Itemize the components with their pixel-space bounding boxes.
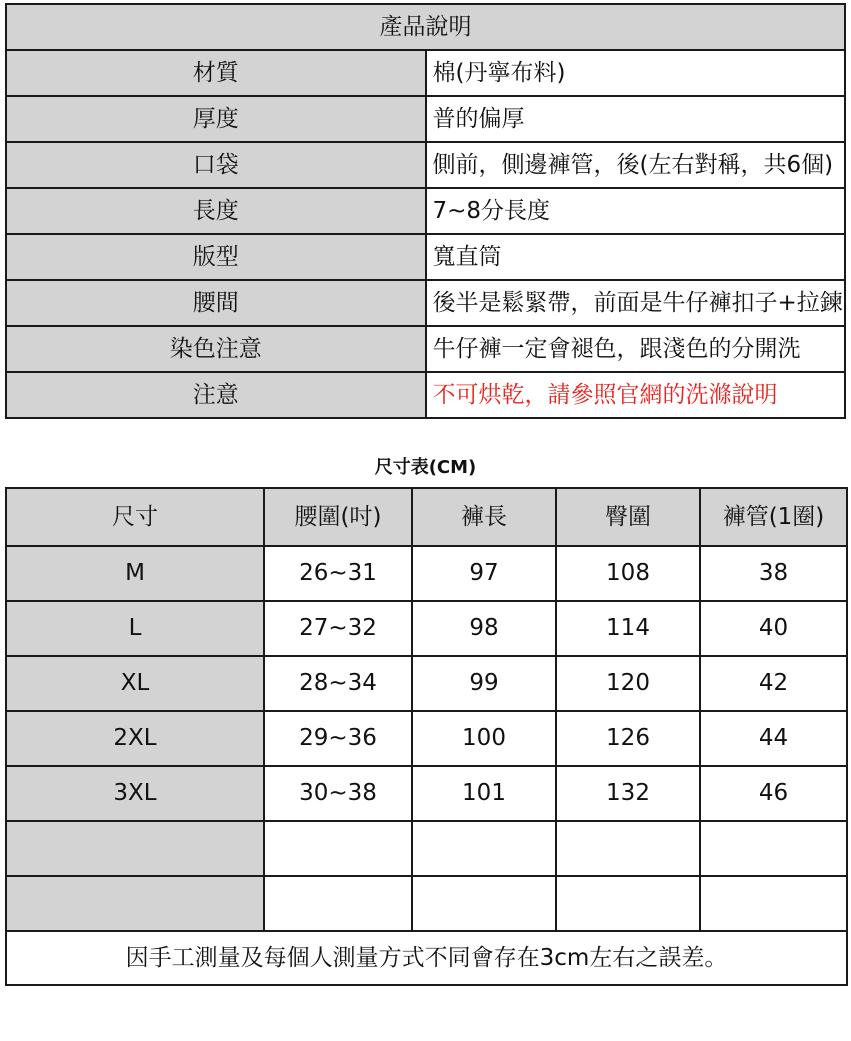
leg-opening-cell: 40 (700, 601, 847, 656)
empty-cell (700, 876, 847, 931)
waist-cell: 29~36 (264, 711, 412, 766)
table-row (6, 711, 847, 766)
length-cell: 97 (412, 546, 556, 601)
product-info-table (5, 3, 846, 419)
hip-cell: 120 (556, 656, 700, 711)
thickness-label: 厚度 (6, 96, 426, 142)
size-chart-caption: 尺寸表(CM) (374, 457, 477, 478)
waist-value: 後半是鬆緊帶，前面是牛仔褲扣子+拉鍊 (426, 280, 846, 326)
product-info-row-waist (6, 280, 845, 326)
size-cell: 2XL (6, 711, 264, 766)
header-hip: 臀圍 (556, 488, 700, 546)
product-info-title: 產品說明 (6, 4, 845, 50)
length-cell: 99 (412, 656, 556, 711)
pockets-value: 側前，側邊褲管，後(左右對稱，共6個) (426, 142, 846, 188)
empty-table-row (6, 876, 847, 931)
hip-cell: 114 (556, 601, 700, 656)
product-info-row-dye-notice (6, 326, 845, 372)
fit-label: 版型 (6, 234, 426, 280)
table-row (6, 766, 847, 821)
size-chart-header-row (6, 488, 847, 546)
product-info-row-thickness (6, 96, 845, 142)
leg-opening-cell: 42 (700, 656, 847, 711)
empty-cell (556, 876, 700, 931)
empty-cell (700, 821, 847, 876)
product-info-row-material (6, 50, 845, 96)
product-info-row-notice (6, 372, 845, 418)
empty-cell (264, 876, 412, 931)
leg-opening-cell: 38 (700, 546, 847, 601)
waist-cell: 30~38 (264, 766, 412, 821)
waist-cell: 27~32 (264, 601, 412, 656)
size-cell: L (6, 601, 264, 656)
size-cell: 3XL (6, 766, 264, 821)
material-label: 材質 (6, 50, 426, 96)
header-waist: 腰圍(吋) (264, 488, 412, 546)
hip-cell: 108 (556, 546, 700, 601)
table-row (6, 601, 847, 656)
leg-opening-cell: 44 (700, 711, 847, 766)
header-pants-length: 褲長 (412, 488, 556, 546)
empty-cell (6, 821, 264, 876)
length-cell: 98 (412, 601, 556, 656)
length-value: 7~8分長度 (426, 188, 846, 234)
table-row (6, 656, 847, 711)
product-info-row-fit (6, 234, 845, 280)
length-cell: 100 (412, 711, 556, 766)
waist-label: 腰間 (6, 280, 426, 326)
measurement-note: 因手工測量及每個人測量方式不同會存在3cm左右之誤差。 (6, 931, 847, 985)
material-value: 棉(丹寧布料) (426, 50, 846, 96)
leg-opening-cell: 46 (700, 766, 847, 821)
size-chart-table (5, 487, 848, 986)
empty-cell (6, 876, 264, 931)
product-info-row-length (6, 188, 845, 234)
empty-cell (412, 821, 556, 876)
length-cell: 101 (412, 766, 556, 821)
size-cell: XL (6, 656, 264, 711)
waist-cell: 28~34 (264, 656, 412, 711)
size-cell: M (6, 546, 264, 601)
waist-cell: 26~31 (264, 546, 412, 601)
header-size: 尺寸 (6, 488, 264, 546)
measurement-note-row (6, 931, 847, 985)
header-leg-opening: 褲管(1圈) (700, 488, 847, 546)
pockets-label: 口袋 (6, 142, 426, 188)
product-info-row-pockets (6, 142, 845, 188)
dye-notice-value: 牛仔褲一定會褪色，跟淺色的分開洗 (426, 326, 846, 372)
thickness-value: 普的偏厚 (426, 96, 846, 142)
product-info-title-row (6, 4, 845, 50)
dye-notice-label: 染色注意 (6, 326, 426, 372)
empty-cell (264, 821, 412, 876)
empty-cell (556, 821, 700, 876)
hip-cell: 126 (556, 711, 700, 766)
notice-warning-value: 不可烘乾，請參照官網的洗滌說明 (426, 372, 846, 418)
hip-cell: 132 (556, 766, 700, 821)
table-row (6, 546, 847, 601)
empty-cell (412, 876, 556, 931)
empty-table-row (6, 821, 847, 876)
fit-value: 寬直筒 (426, 234, 846, 280)
length-label: 長度 (6, 188, 426, 234)
notice-label: 注意 (6, 372, 426, 418)
